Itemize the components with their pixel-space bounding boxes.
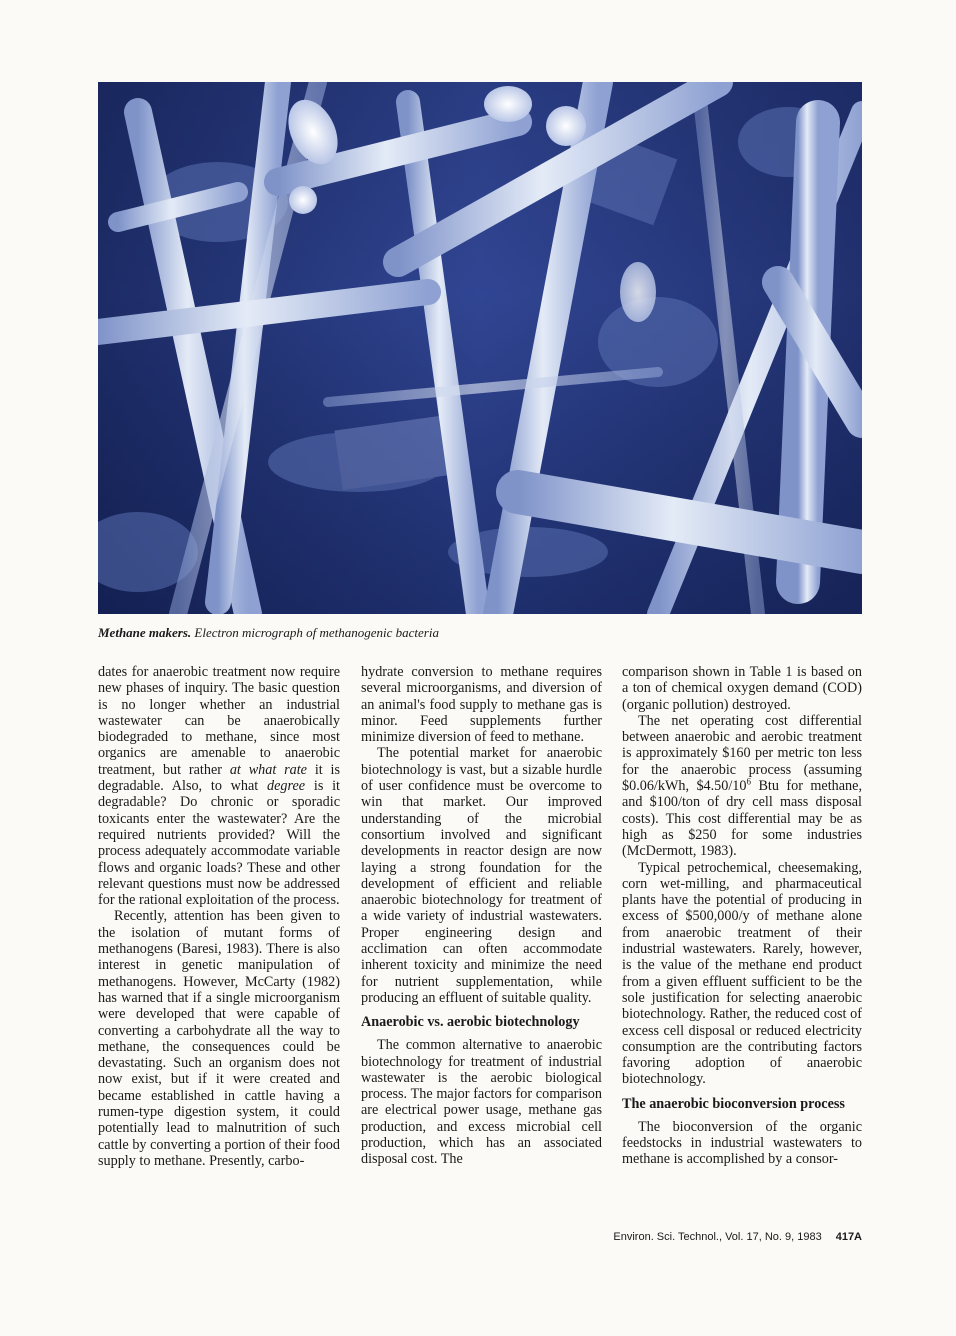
paragraph: The potential market for anaerobic biotechnology is vast, but a sizable hurdle of user confidence must be overcome to win that market. Our improved understanding of the microbial consortium involved and significant developments in reactor design are now laying a strong foundation for the development of efficient and reliable anaerobic biotechnology for treatment of a wide variety of industrial wastewaters. Proper engineering design and acclimation can often accommodate inherent toxicity and minimize the need for nutrient supplementation, while producing an effluent of suitable quality.	[361, 745, 602, 1006]
page-footer	[613, 1230, 862, 1244]
text-column-1	[98, 664, 340, 1169]
page-number: 417A	[835, 1231, 862, 1243]
electron-micrograph-photo	[98, 82, 862, 614]
paragraph: dates for anaerobic treatment now require new phases of inquiry. The basic question is no longer whether an industrial wastewater can be anaerobically biodegraded to methane, since most organics are amenable to anaerobic treatment, but rather at what rate it is degradable. Also, to what degree is it degradable? Do chronic or sporadic toxicants enter the wastewater? Are the required nutrients provided? Will the process adequately accommodate variable flows and organic loads? These and other relevant questions must now be addressed for the rational exploitation of the process.	[98, 664, 340, 909]
caption-text: Electron micrograph of methanogenic bacteria	[194, 625, 439, 640]
paragraph: Typical petrochemical, cheesemaking, corn wet-milling, and pharmaceutical plants have the potential of producing in excess of $500,000/y of methane alone from anaerobic treatment of their industrial wastewaters. Rarely, however, is the value of the methane end product from a given effluent sufficient to be the sole justification for selecting anaerobic biotechnology. Rather, the reduced cost of excess cell disposal or reduced electricity consumption are the contributing factors favoring adoption of anaerobic biotechnology.	[622, 859, 862, 1088]
journal-citation: Environ. Sci. Technol., Vol. 17, No. 9, 1983	[613, 1231, 822, 1243]
section-heading: Anaerobic vs. aerobic biotechnology	[361, 1014, 580, 1031]
paragraph: The common alternative to anaerobic biotechnology for treatment of industrial wastewater is the aerobic biological process. The major factors for comparison are electrical power usage, methane gas production, and excess microbial cell production, which has an associated disposal cost. The	[361, 1037, 602, 1168]
section-heading: The anaerobic bioconversion process	[622, 1095, 845, 1112]
paragraph: comparison shown in Table 1 is based on a ton of chemical oxygen demand (COD) (organic pollution) destroyed.	[622, 664, 862, 713]
caption-lead: Methane makers.	[98, 625, 192, 640]
text-column-2	[361, 664, 602, 1168]
paragraph: The net operating cost differential between anaerobic and aerobic treatment is approximately $160 per metric ton less for the anaerobic process (assuming $0.06/kWh, $\$4.50/10^6$ Btu for methane, and $100/ton of dry cell mass disposal costs). This cost differential may be as high as $250 for some industries (McDermott, 1983).	[622, 712, 862, 860]
text-column-3	[622, 664, 862, 1168]
paragraph: hydrate conversion to methane requires several microorganisms, and diversion of an animal's food supply to methane gas is minor. Feed supplements further minimize diversion of feed to methane.	[361, 664, 602, 746]
figure-caption	[98, 624, 862, 642]
micrograph-illustration	[98, 82, 862, 614]
paragraph: Recently, attention has been given to the isolation of mutant forms of methanogens (Baresi, 1983). There is also interest in genetic manipulation of methanogens. However, McCarty (1982) has warned that if a single microorganism were developed that were capable of converting a carbohydrate all the way to methane, the consequences could be devastating. Such an organism does not now exist, but if it were created and became established in cattle having a rumen-type digestion system, it could potentially lead to malnutrition of such cattle by converting a portion of their food supply to methane. Presently, carbo-	[98, 908, 340, 1169]
paragraph: The bioconversion of the organic feedstocks in industrial wastewaters to methane is accomplished by a consor-	[622, 1118, 862, 1168]
